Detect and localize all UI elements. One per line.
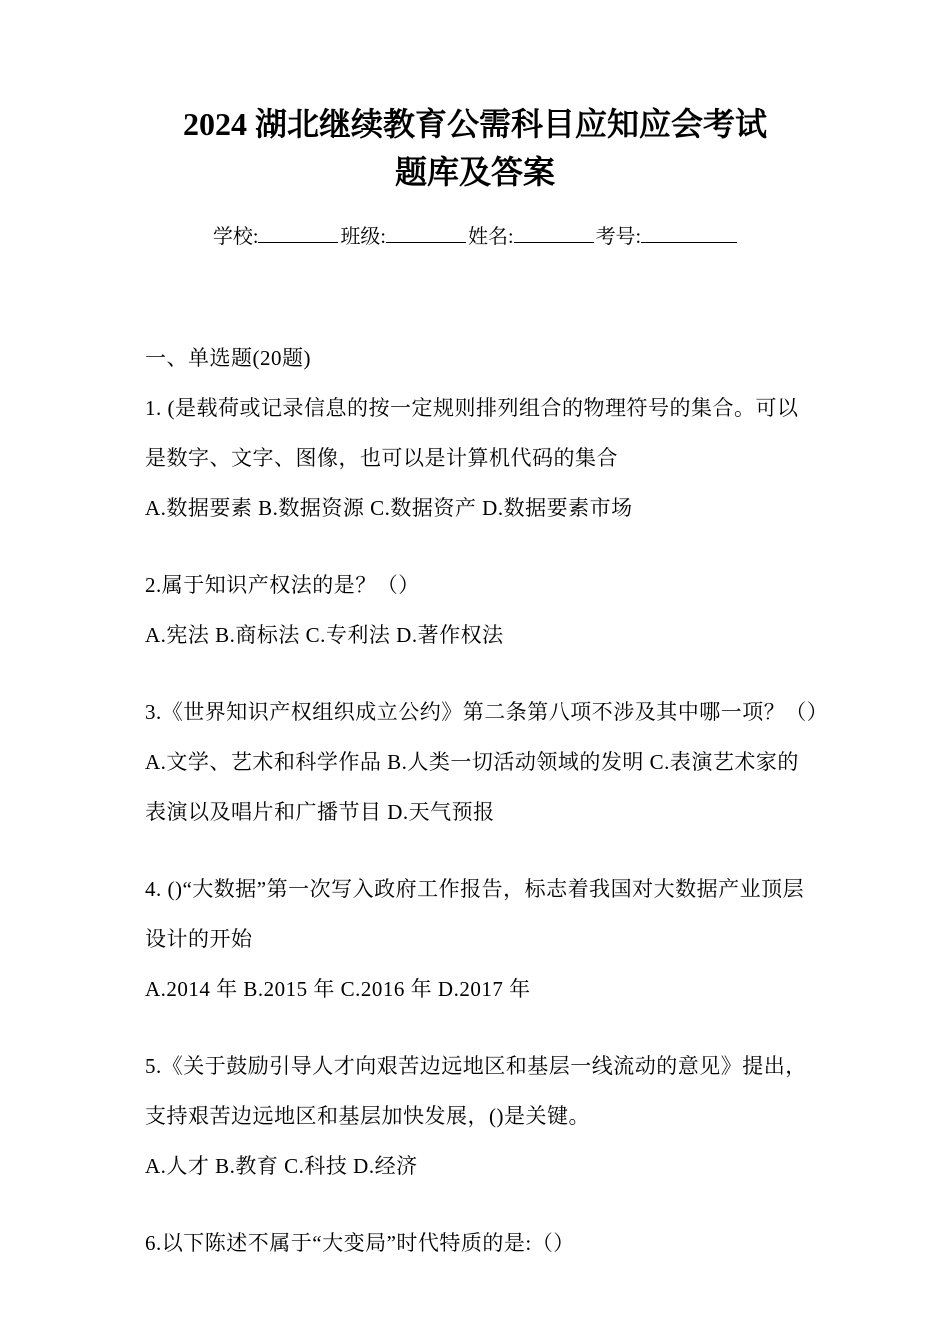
question-6 [145, 1218, 805, 1268]
question-4-text-line-2: 设计的开始 [145, 927, 253, 951]
class-blank-line [386, 222, 466, 243]
school-field [213, 222, 341, 251]
question-3 [145, 687, 829, 837]
question-5-text-line-1: 5.《关于鼓励引导人才向艰苦边远地区和基层一线流动的意见》提出， [145, 1054, 807, 1078]
question-1-text-line-2: 是数字、文字、图像，也可以是计算机代码的集合 [145, 446, 618, 470]
question-3-options-line-2: 表演以及唱片和广播节目 D.天气预报 [145, 800, 495, 824]
question-6-text-line-1: 6.以下陈述不属于“大变局”时代特质的是:（） [145, 1231, 575, 1255]
question-3-text-line-1: 3.《世界知识产权组织成立公约》第二条第八项不涉及其中哪一项？（） [145, 700, 829, 724]
name-field [468, 222, 596, 251]
question-4-text-line-1: 4. ()“大数据”第一次写入政府工作报告，标志着我国对大数据产业顶层 [145, 877, 805, 901]
document-title-line-1: 2024 湖北继续教育公需科目应知应会考试 [182, 106, 767, 142]
school-blank-line [258, 222, 338, 243]
question-3-options-line-1: A.文学、艺术和科学作品 B.人类一切活动领域的发明 C.表演艺术家的 [145, 750, 799, 774]
exam-no-blank-line [641, 222, 737, 243]
question-5-options: A.人才 B.教育 C.科技 D.经济 [145, 1154, 418, 1178]
school-label: 学校: [212, 226, 259, 248]
question-1-options: A.数据要素 B.数据资源 C.数据资产 D.数据要素市场 [145, 496, 633, 520]
question-5 [145, 1041, 805, 1191]
name-blank-line [514, 222, 594, 243]
question-4 [145, 864, 805, 1014]
question-4-options: A.2014 年 B.2015 年 C.2016 年 D.2017 年 [145, 977, 531, 1001]
class-label: 班级: [340, 226, 386, 248]
exam-no-label: 考号: [595, 226, 642, 248]
question-5-text-line-2: 支持艰苦边远地区和基层加快发展，()是关键。 [145, 1104, 590, 1128]
name-label: 姓名: [468, 226, 514, 248]
question-2 [145, 560, 805, 660]
student-info-line [145, 222, 805, 251]
question-1-text-line-1: 1. (是载荷或记录信息的按一定规则排列组合的物理符号的集合。可以 [145, 396, 799, 420]
section-title: 一、单选题(20题) [145, 346, 311, 370]
document-title [145, 100, 805, 196]
class-field [340, 222, 468, 251]
question-1 [145, 383, 805, 533]
exam-no-field [596, 222, 738, 251]
question-2-text-line-1: 2.属于知识产权法的是？（） [145, 573, 420, 597]
document-title-line-2: 题库及答案 [394, 154, 555, 190]
question-2-options: A.宪法 B.商标法 C.专利法 D.著作权法 [145, 623, 504, 647]
